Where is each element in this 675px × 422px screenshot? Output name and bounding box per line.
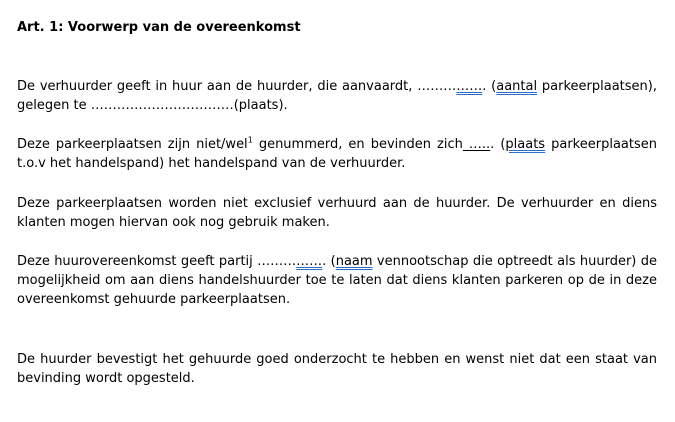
p4-text-start: Deze huurovereenkomst geeft partij ……… — [17, 254, 297, 269]
p4-text-mid: . ( — [322, 254, 336, 269]
p2-word-plaats: plaats — [505, 137, 546, 152]
article-heading: Art. 1: Voorwerp van de overeenkomst — [17, 20, 301, 35]
p4-word-naam: naam — [335, 254, 373, 269]
footnote-marker[interactable]: 1 — [247, 135, 253, 145]
paragraph-non-exclusive: Deze parkeerplaatsen worden niet exclusief verhuurd aan de huurder. De verhuurder en diens klanten mogen hiervan ook nog gebruik maken. — [17, 196, 657, 230]
paragraph-rental-object — [17, 77, 657, 115]
paragraph-party-rights — [17, 252, 657, 309]
p2-text-mid: genummerd, en bevinden zich — [252, 137, 463, 152]
p4-dots-marked: …… — [296, 254, 323, 269]
p2-text-end: parkeerplaatsen t.o.v het handelspand) het handelspand van de verhuurder. — [17, 137, 657, 171]
p2-dots-underlined: ….. — [462, 137, 491, 152]
p4-text-end: vennootschap die optreedt als huurder) de mogelijkheid om aan diens handelshuurder toe te laten dat diens klanten parkeren op de in deze overeenkomst gehuurde parkeerplaatsen. — [17, 254, 657, 307]
p2-text-start: Deze parkeerplaatsen zijn niet/wel — [17, 137, 248, 152]
paragraph-numbering — [17, 135, 657, 173]
p1-dots-marked: …… — [456, 79, 483, 94]
p2-text-paren: . ( — [490, 137, 506, 152]
p1-text-start: De verhuurder geeft in huur aan de huurder, die aanvaardt, ……… — [17, 79, 457, 94]
p1-text-end: parkeerplaatsen), gelegen te ……………………………(plaats). — [17, 79, 657, 113]
paragraph-inspection: De huurder bevestigt het gehuurde goed onderzocht te hebben en wenst niet dat een staat van bevinding wordt opgesteld. — [17, 352, 657, 386]
p1-word-aantal: aantal — [496, 79, 538, 94]
p1-text-mid: . ( — [482, 79, 497, 94]
